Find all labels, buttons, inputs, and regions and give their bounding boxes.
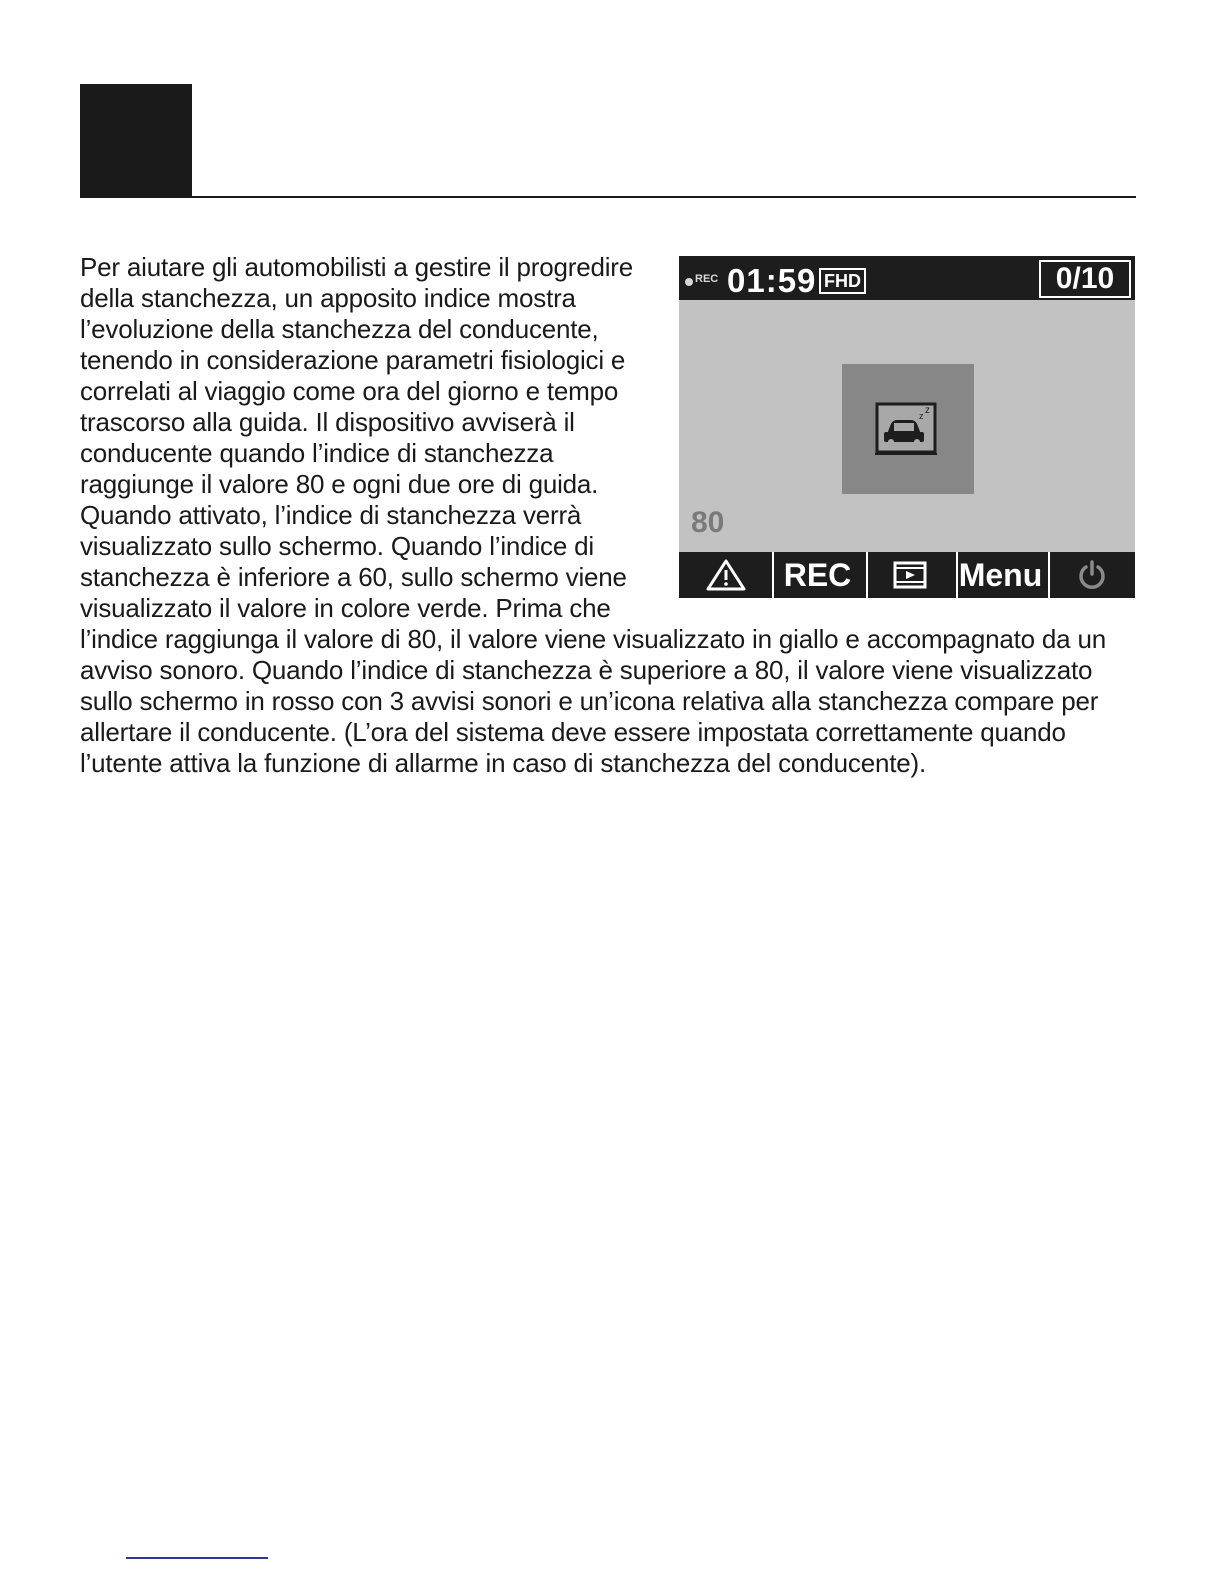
header-rule	[80, 196, 1136, 198]
recording-timer: 01:59	[727, 262, 817, 299]
svg-text:z: z	[919, 411, 924, 421]
svg-text:z: z	[925, 405, 930, 416]
body-text	[80, 252, 1136, 779]
rec-indicator: REC	[695, 273, 719, 285]
resolution-badge: FHD	[819, 268, 866, 294]
menu-button[interactable]: Menu	[953, 552, 1045, 598]
figure-spacer	[666, 252, 1136, 608]
body-paragraph: Per aiutare gli automobilisti a gestire il progredire della stanchezza, un apposito indice mostra l’evoluzione della stanchezza del conducente, tenendo in considerazione parametri fisiologici e correlati al viaggio come ora del giorno e tempo trascorso alla guida. Il dispositivo avviserà il conducente quando l’indice di stanchezza raggiunge il valore 80 e ogni due ore di guida. Quando attivato, l’indice di stanchezza verrà visualizzato sullo schermo. Quando l’indice di stanchezza è inferiore a 60, sullo schermo viene visualizzato il valore in colore verde. Prima che l’indice raggiunga il valore di 80, il valore viene visualizzato in giallo e accompagnato da un avviso sonoro. Quando l’indice di stanchezza è superiore a 80, il valore viene visualizzato sullo schermo in rosso con 3 avvisi sonori e un’icona relativa alla stanchezza compare per allertare il conducente. (L’ora del sistema deve essere impostata correttamente quando l’utente attiva la funzione di allarme in caso di stanchezza del conducente).	[80, 252, 1106, 778]
rec-button[interactable]: REC	[769, 552, 863, 598]
fatigue-index-value: 80	[691, 506, 725, 539]
chapter-block	[80, 84, 192, 198]
file-counter: 0/10	[1039, 260, 1131, 298]
footer-rule	[126, 1557, 268, 1559]
